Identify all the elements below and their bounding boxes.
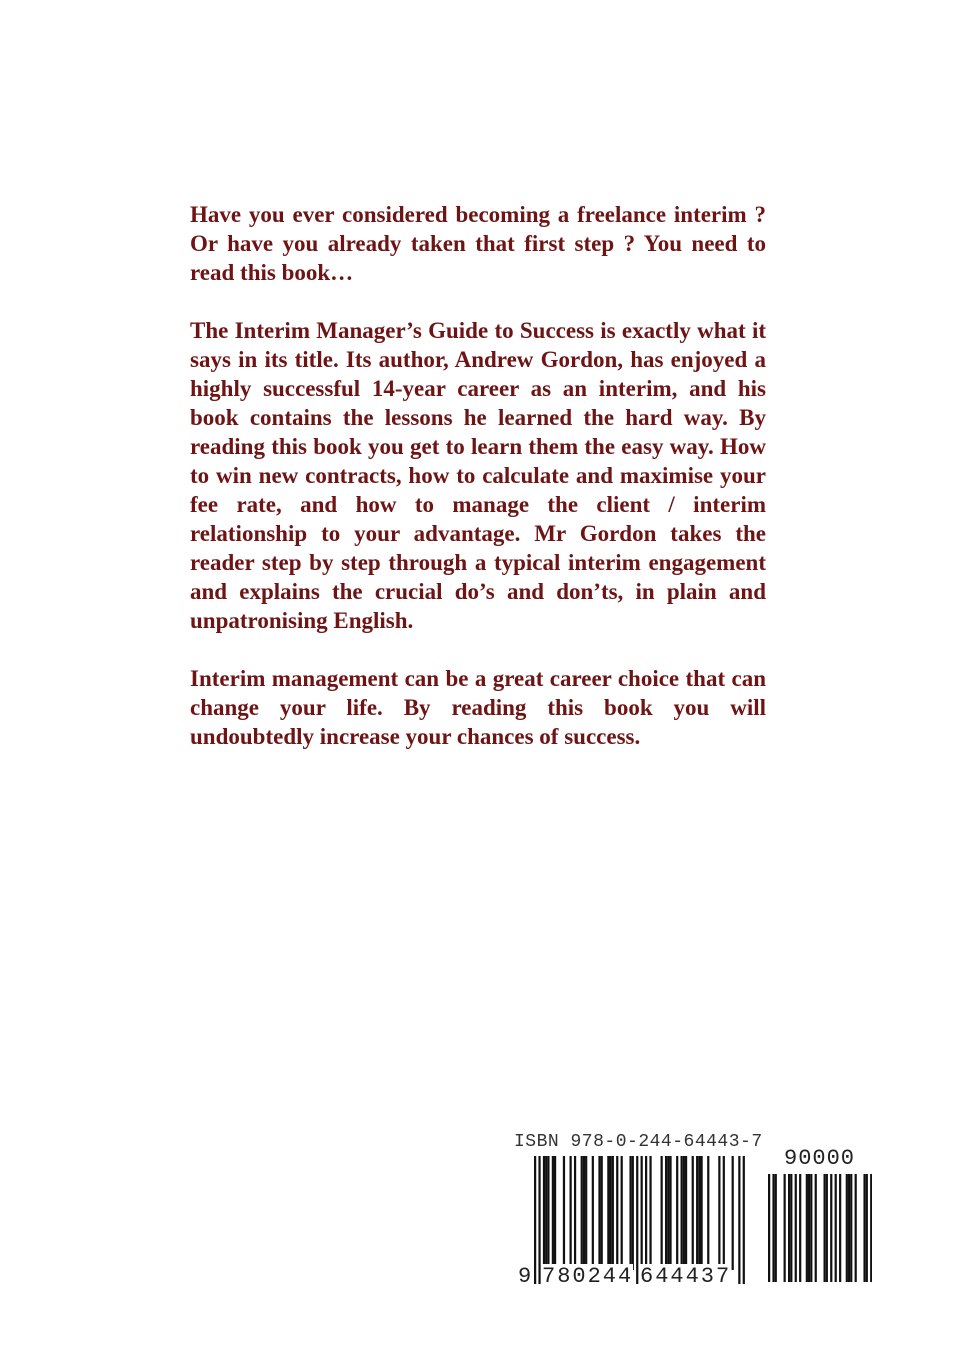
barcode-bar [743,1156,745,1284]
addon-bar [855,1174,857,1282]
addon-bar [799,1174,801,1282]
barcode-bar [683,1156,685,1270]
addon-bar [788,1174,790,1282]
barcode-bar [629,1156,631,1270]
barcode-bar [701,1156,703,1270]
addon-bar [826,1174,828,1282]
barcode-bar [698,1156,700,1270]
isbn-barcode [512,1132,872,1292]
barcode-bar [574,1156,576,1270]
barcode-bar [723,1156,725,1270]
addon-bar [835,1174,837,1282]
barcode-bar [692,1156,694,1270]
barcode-bar [636,1156,638,1284]
addon-bar [795,1174,797,1282]
back-cover-blurb [190,200,766,780]
barcode-bar [612,1156,614,1270]
barcode-bar [665,1156,667,1270]
addon-bar [870,1174,872,1282]
addon-bar [846,1174,848,1282]
isbn-label: ISBN 978-0-244-64443-7 [514,1132,763,1152]
addon-bar [768,1174,770,1282]
addon-bar [806,1174,808,1282]
barcode-bar [534,1156,536,1284]
barcode-bar [718,1156,720,1270]
barcode-bar [547,1156,549,1270]
addon-bar [775,1174,777,1282]
barcode-bar [621,1156,623,1270]
barcode-bar [669,1156,671,1270]
barcode-bar [538,1156,540,1284]
barcode-bar [645,1156,647,1270]
addon-bar [848,1174,850,1282]
barcode-bar [707,1156,709,1270]
addon-bar [784,1174,786,1282]
blurb-paragraph-intro: Have you ever considered becoming a freelance interim ? Or have you already taken that first step ? You need to read this book… [190,202,766,285]
barcode-bar [681,1156,683,1270]
barcode-bar [543,1156,545,1270]
addon-bar [815,1174,817,1282]
barcode-bar [607,1156,609,1270]
barcode-bar [609,1156,611,1270]
barcode-bar [570,1156,572,1270]
barcode-bar [685,1156,687,1270]
barcode-bar [696,1156,698,1270]
barcode-bar [581,1156,583,1270]
addon-bar [830,1174,832,1282]
barcode-bar [732,1156,734,1270]
barcode-bar [601,1156,603,1270]
barcode-bar [649,1156,651,1270]
blurb-paragraph-closing: Interim management can be a great career choice that can change your life. By reading this book you will undoubtedly increase your chances of success. [190,666,766,749]
addon-bar [863,1174,865,1282]
addon-bar [850,1174,852,1282]
barcode-bar [676,1156,678,1270]
barcode-bar [667,1156,669,1270]
barcode-bar [616,1156,618,1270]
addon-bar [810,1174,812,1282]
addon-bar [866,1174,868,1282]
barcode-bar [563,1156,565,1270]
barcode-bar [661,1156,663,1270]
addon-bar [772,1174,774,1282]
barcode-bar [632,1156,634,1270]
barcode-bar [585,1156,587,1270]
addon-bar [790,1174,792,1282]
ean-left-digits: 780244 [542,1264,634,1289]
barcode-bar [598,1156,600,1270]
addon-bar [824,1174,826,1282]
blurb-paragraph-description: The Interim Manager’s Guide to Success is exactly what it says in its title. Its author, Andrew Gordon, has enjoyed a highly successful 14-year career as an interim, and his book contains the lessons he learned the hard way. By reading this book you get to learn them the easy way. How to win new contracts, how to calculate and maximise your fee rate, and how to manage the client / interim relationship to your advantage. Mr Gordon takes the reader step by step through a typical interim engagement and explains the crucial do’s and don’ts, in plain and unpatronising English. [190,318,766,633]
barcode-bar [552,1156,554,1270]
barcode-bar [545,1156,547,1270]
barcode-bar [583,1156,585,1270]
ean-right-digits: 644437 [640,1264,732,1289]
addon-price-code: 90000 [784,1146,856,1171]
barcode-bar [738,1156,740,1284]
barcode-bar [592,1156,594,1270]
addon-bar [808,1174,810,1282]
ean-first-digit: 9 [518,1264,532,1289]
addon-bar [839,1174,841,1282]
barcode-bar [554,1156,556,1270]
